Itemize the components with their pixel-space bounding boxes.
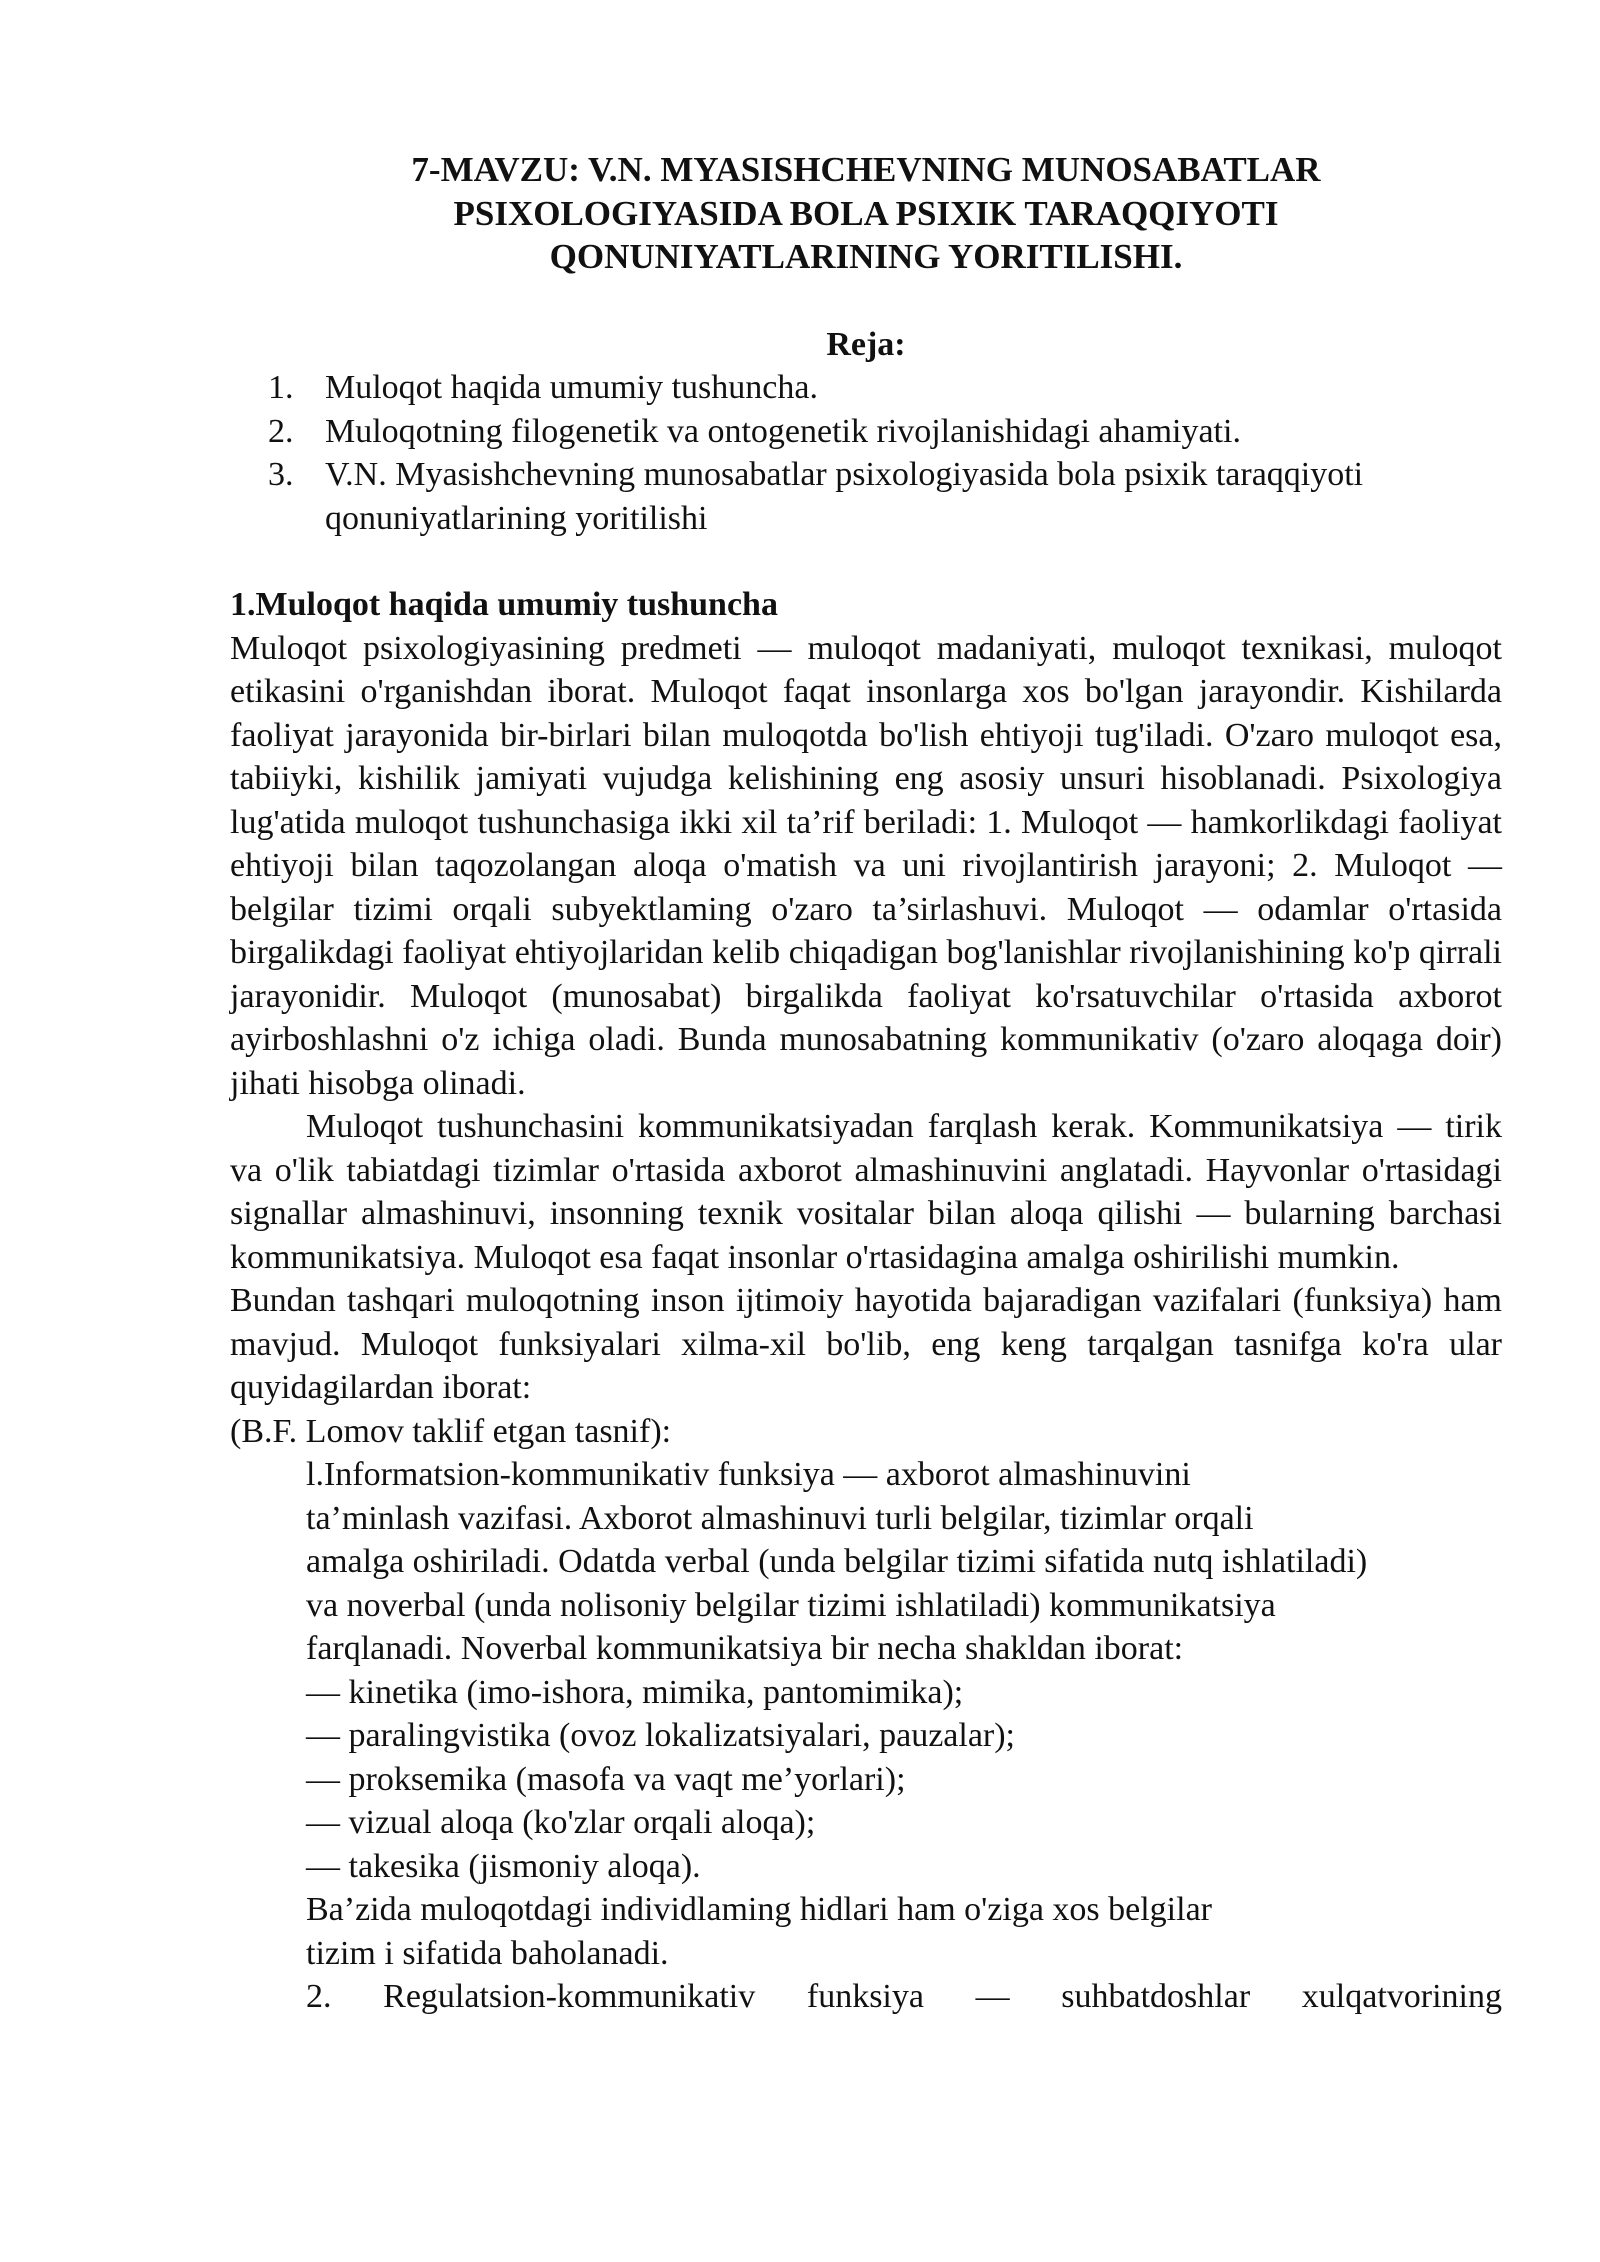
form-item: — proksemika (masofa va vaqt me’yorlari); xyxy=(306,1760,906,1798)
plan-list xyxy=(230,366,1502,540)
function-informational xyxy=(230,1453,1502,2019)
plan-item-number: 1. xyxy=(268,369,294,406)
text-line: ta’minlash vazifasi. Axborot almashinuvi turli belgilar, tizimlar orqali xyxy=(306,1499,1254,1537)
document-title xyxy=(230,148,1502,279)
text-line: va noverbal (unda nolisoniy belgilar tizimi ishlatiladi) kommunikatsiya xyxy=(306,1586,1276,1624)
text-line: farqlanadi. Noverbal kommunikatsiya bir necha shakldan iborat: xyxy=(306,1630,1184,1667)
text-line: amalga oshiriladi. Odatda verbal (unda belgilar tizimi sifatida nutq ishlatiladi) xyxy=(306,1543,1368,1580)
plan-item xyxy=(230,410,1502,454)
plan-item xyxy=(230,453,1502,540)
function-regulatory: 2. Regulatsion-kommunikativ funksiya — suhbatdoshlar xulqatvorining xyxy=(306,1978,1502,2015)
paragraph-communication: Muloqot tushunchasini kommunikatsiyadan farqlash kerak. Kommunikatsiya — tirik va o'lik tabiatdagi tizimlar o'rtasida axborot almashinuvini anglatadi. Hayvonlar o'rtasidagi signallar almashinuvi, insonning texnik vositalar bilan aloqa qilishi — bularning barchasi kommunikatsiya. Muloqot esa faqat insonlar o'rtasidagina amalga oshirilishi mumkin. xyxy=(230,1108,1502,1276)
plan-item-number: 2. xyxy=(268,412,294,450)
text-line: Ba’zida muloqotdagi individlaming hidlari ham o'ziga xos belgilar xyxy=(306,1891,1212,1928)
form-item: — vizual aloqa (ko'zlar orqali aloqa); xyxy=(306,1804,816,1841)
section-heading: 1.Muloqot haqida umumiy tushuncha xyxy=(230,586,778,623)
form-item: — kinetika (imo-ishora, mimika, pantomimika); xyxy=(306,1673,964,1711)
text-line: l.Informatsion-kommunikativ funksiya — axborot almashinuvini xyxy=(306,1456,1191,1493)
paragraph-definition: Muloqot psixologiyasining predmeti — muloqot madaniyati, muloqot texnikasi, muloqot etikasini o'rganishdan iborat. Muloqot faqat insonlarga xos bo'lgan jarayondir. Kishilarda faoliyat jarayonida bir-birlari bilan muloqotda bo'lish ehtiyoji tug'iladi. O'zaro muloqot esa, tabiiyki, kishilik jamiyati vujudga kelishining eng asosiy unsuri hisoblanadi. Psixologiya lug'atida muloqot tushunchasiga ikki xil ta’rif beriladi: 1. Muloqot — hamkorlikdagi faoliyat ehtiyoji bilan taqozolangan aloqa o'matish va uni rivojlantirish jarayoni; 2. Muloqot — belgilar tizimi orqali subyektlaming o'zaro ta’sirlashuvi. Muloqot — odamlar o'rtasida birgalikdagi faoliyat ehtiyojlaridan kelib chiqadigan bog'lanishlar rivojlanishining ko'p qirrali jarayonidir. Muloqot (munosabat) birgalikda faoliyat ko'rsatuvchilar o'rtasida axborot ayirboshlashni o'z ichiga oladi. Bunda munosabatning kommunikativ (o'zaro aloqaga doir) jihati hisobga olinadi. xyxy=(230,629,1502,1102)
title-line-3: QONUNIYATLARINING YORITILISHI. xyxy=(549,237,1183,276)
plan-heading: Reja: xyxy=(826,325,906,363)
form-item: — paralingvistika (ovoz lokalizatsiyalari, pauzalar); xyxy=(306,1717,1016,1754)
text-line: tizim i sifatida baholanadi. xyxy=(306,1934,669,1972)
plan-item-text: V.N. Myasishchevning munosabatlar psixologiyasida bola psixik taraqqiyoti qonuniyatlarining yoritilishi xyxy=(325,456,1364,537)
title-line-2: PSIXOLOGIYASIDA BOLA PSIXIK TARAQQIYOTI xyxy=(453,193,1279,233)
plan-item-text: Muloqot haqida umumiy tushuncha. xyxy=(325,369,818,406)
paragraph-functions-intro: Bundan tashqari muloqotning inson ijtimoiy hayotida bajaradigan vazifalari (funksiya) ham mavjud. Muloqot funksiyalari xilma-xil bo'lib, eng keng tarqalgan tasnifga ko'ra ular quyidagilardan iborat: xyxy=(230,1282,1502,1406)
plan-item xyxy=(230,366,1502,410)
plan-item-number: 3. xyxy=(268,456,294,493)
paragraph-classification-source: (B.F. Lomov taklif etgan tasnif): xyxy=(230,1412,672,1450)
form-item: — takesika (jismoniy aloqa). xyxy=(306,1847,701,1885)
title-line-1: 7-MAVZU: V.N. MYASISHCHEVNING MUNOSABATLAR xyxy=(411,150,1321,189)
plan-item-text: Muloqotning filogenetik va ontogenetik rivojlanishidagi ahamiyati. xyxy=(325,412,1241,450)
document-page xyxy=(230,148,1502,2019)
